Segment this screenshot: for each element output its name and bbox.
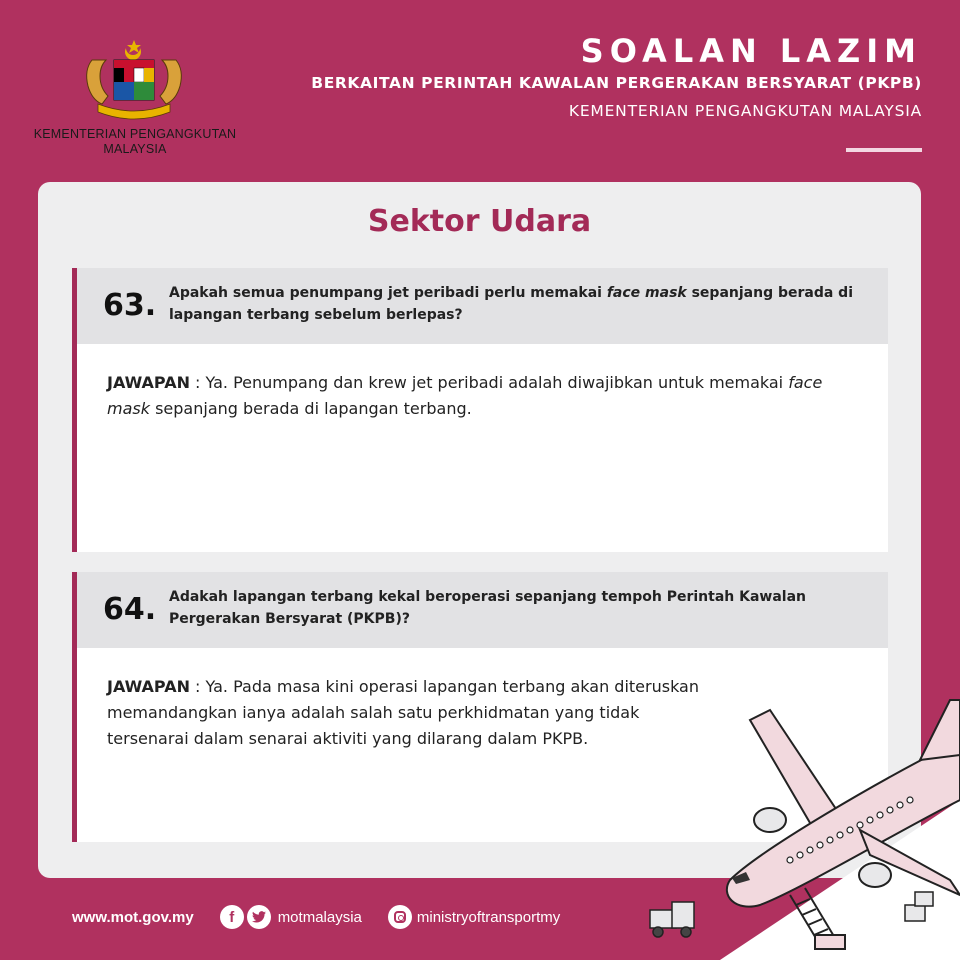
coat-of-arms-icon (78, 38, 190, 122)
question-number: 63. (103, 288, 157, 323)
ministry-name-line1: KEMENTERIAN PENGANGKUTAN (33, 127, 237, 141)
question-text: Adakah lapangan terbang kekal beroperasi sepanjang tempoh Perintah Kawalan Pergerakan Bersyarat (PKPB)? (169, 589, 807, 627)
question-box (72, 572, 888, 648)
question-text: Apakah semua penumpang jet peribadi perlu memakai face mask sepanjang berada di lapangan terbang sebelum berlepas? (169, 285, 853, 323)
answer-text: JAWAPAN : Ya. Penumpang dan krew jet peribadi adalah diwajibkan untuk memakai face mask sepanjang berada di lapangan terbang. (107, 373, 823, 418)
agency-name: KEMENTERIAN PENGANGKUTAN MALAYSIA (568, 102, 922, 120)
faq-item (72, 268, 888, 552)
section-title: Sektor Udara (367, 204, 592, 239)
ministry-name (20, 127, 250, 157)
twitter-icon[interactable] (247, 905, 271, 929)
page-title: SOALAN LAZIM (580, 32, 922, 70)
instagram-handle[interactable]: ministryoftransportmy (416, 908, 561, 926)
facebook-icon[interactable]: f (220, 905, 244, 929)
answer-box (72, 344, 888, 552)
twitter-handle[interactable]: motmalaysia (277, 908, 362, 926)
question-box (72, 268, 888, 344)
ministry-name-line2: MALAYSIA (103, 142, 167, 156)
footer (72, 903, 560, 931)
header-divider (846, 148, 922, 152)
instagram-icon[interactable] (388, 905, 412, 929)
question-number: 64. (103, 592, 157, 627)
answer-text: JAWAPAN : Ya. Pada masa kini operasi lapangan terbang akan diteruskan memandangkan ianya adalah salah satu perkhidmatan yang tidak tersenarai dalam senarai aktiviti yang dilarang dalam PKPB. (107, 677, 699, 748)
website-link[interactable]: www.mot.gov.my (72, 908, 194, 926)
airplane-illustration (620, 680, 960, 960)
page-subtitle: BERKAITAN PERINTAH KAWALAN PERGERAKAN BERSYARAT (PKPB) (311, 74, 922, 92)
